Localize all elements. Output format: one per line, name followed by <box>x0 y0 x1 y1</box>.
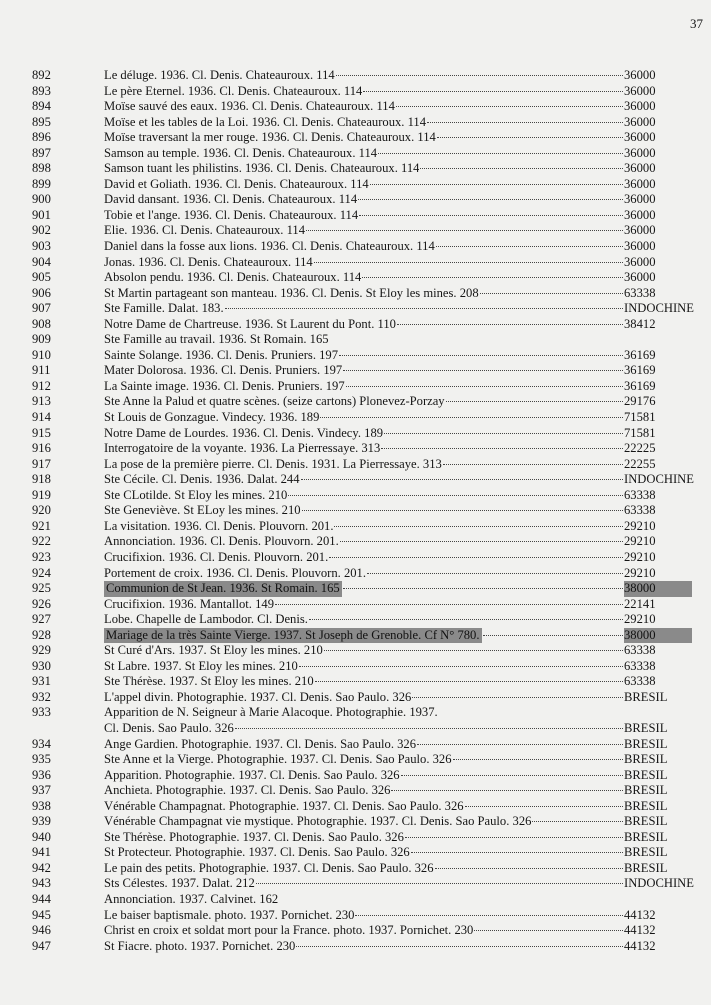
catalog-entry <box>32 519 692 535</box>
entry-code: BRESIL <box>624 783 668 798</box>
dot-leader <box>370 183 623 185</box>
catalog-entry <box>32 99 692 115</box>
dot-leader <box>381 447 623 449</box>
entry-code: 63338 <box>624 487 656 502</box>
catalog-entry <box>32 628 692 644</box>
entry-description: Notre Dame de Lourdes. 1936. Cl. Denis. Vindecy. 189 <box>104 425 384 440</box>
catalog-entry <box>32 286 692 302</box>
entry-description: Le père Eternel. 1936. Cl. Denis. Chateauroux. 114 <box>104 83 363 98</box>
dot-leader <box>339 354 623 356</box>
entry-description: Absolon pendu. 1936. Cl. Denis. Chateauroux. 114 <box>104 270 362 285</box>
entry-number: 934 <box>32 736 51 751</box>
dot-leader <box>417 743 623 745</box>
dot-leader <box>358 198 623 200</box>
catalog-entry <box>32 363 692 379</box>
entry-description: Ste Famille au travail. 1936. St Romain. 165 <box>104 332 329 347</box>
catalog-entry <box>32 597 692 613</box>
dot-leader <box>436 245 623 247</box>
catalog-entry <box>32 674 692 690</box>
catalog-entry <box>32 503 692 519</box>
catalog-entry <box>32 223 692 239</box>
dot-leader <box>391 789 623 791</box>
entry-code: BRESIL <box>624 829 668 844</box>
entry-code: BRESIL <box>624 689 668 704</box>
entry-number: 944 <box>32 891 51 906</box>
entry-code: BRESIL <box>624 752 668 767</box>
dot-leader <box>483 634 623 636</box>
catalog-entry <box>32 301 692 317</box>
entry-number: 936 <box>32 767 51 782</box>
entry-description: Annonciation. 1937. Calvinet. 162 <box>104 891 279 906</box>
entry-description: L'appel divin. Photographie. 1937. Cl. Denis. Sao Paulo. 326 <box>104 689 412 704</box>
entry-code: 36000 <box>624 223 656 238</box>
entry-number: 933 <box>32 705 51 720</box>
entry-description: Samson tuant les philistins. 1936. Cl. Denis. Chateauroux. 114 <box>104 161 420 176</box>
catalog-entry <box>32 643 692 659</box>
entry-code: 29210 <box>624 565 656 580</box>
entry-code: 36000 <box>624 161 656 176</box>
catalog-entry <box>32 472 692 488</box>
dot-leader <box>296 945 623 947</box>
entry-number: 931 <box>32 674 51 689</box>
entry-number: 930 <box>32 658 51 673</box>
entry-description: Vénérable Champagnat. Photographie. 1937. Cl. Denis. Sao Paulo. 326 <box>104 798 464 813</box>
entry-number: 941 <box>32 845 51 860</box>
entry-description: St Labre. 1937. St Eloy les mines. 210 <box>104 658 298 673</box>
entry-code: BRESIL <box>624 798 668 813</box>
entry-description: Crucifixion. 1936. Cl. Denis. Plouvorn. 201. <box>104 549 329 564</box>
catalog-entry <box>32 908 692 924</box>
dot-leader <box>397 323 623 325</box>
entry-number: 939 <box>32 814 51 829</box>
entry-code: INDOCHINE <box>624 301 694 316</box>
entry-code: 36169 <box>624 363 656 378</box>
entry-code: 63338 <box>624 674 656 689</box>
entry-description: Daniel dans la fosse aux lions. 1936. Cl. Denis. Chateauroux. 114 <box>104 239 435 254</box>
entry-code: BRESIL <box>624 767 668 782</box>
catalog-entry <box>32 130 692 146</box>
entry-description: Mariage de la très Sainte Vierge. 1937. St Joseph de Grenoble. Cf N° 780. <box>106 627 480 642</box>
entry-number: 915 <box>32 425 51 440</box>
entry-description: Ste Cécile. Cl. Denis. 1936. Dalat. 244 <box>104 472 300 487</box>
entry-description: Ste Thérèse. 1937. St Eloy les mines. 210 <box>104 674 314 689</box>
catalog-entry <box>32 659 692 675</box>
entry-description: Communion de St Jean. 1936. St Romain. 165 <box>106 581 340 596</box>
entry-number: 908 <box>32 316 51 331</box>
entry-number: 922 <box>32 534 51 549</box>
catalog-entry <box>32 768 692 784</box>
entry-code: 36169 <box>624 378 656 393</box>
dot-leader <box>302 509 623 511</box>
entry-number: 895 <box>32 114 51 129</box>
entry-code: BRESIL <box>624 720 668 735</box>
dot-leader <box>362 276 623 278</box>
entry-number: 911 <box>32 363 51 378</box>
entry-description: St Curé d'Ars. 1937. St Eloy les mines. 210 <box>104 643 323 658</box>
dot-leader <box>324 649 623 651</box>
entry-number: 904 <box>32 254 51 269</box>
entry-number: 935 <box>32 752 51 767</box>
dot-leader <box>235 727 623 729</box>
entry-description: Anchieta. Photographie. 1937. Cl. Denis. Sao Paulo. 326 <box>104 783 391 798</box>
entry-number: 905 <box>32 270 51 285</box>
catalog-entry <box>32 550 692 566</box>
dot-leader <box>396 105 623 107</box>
entry-number: 900 <box>32 192 51 207</box>
catalog-entry <box>32 348 692 364</box>
entry-number: 906 <box>32 285 51 300</box>
catalog-entry <box>32 161 692 177</box>
dot-leader <box>405 836 623 838</box>
entry-description: Crucifixion. 1936. Mantallot. 149 <box>104 596 274 611</box>
entry-code: 44132 <box>624 923 656 938</box>
entry-number: 945 <box>32 907 51 922</box>
catalog-entry <box>32 534 692 550</box>
entry-code: 22141 <box>624 596 656 611</box>
dot-leader <box>306 229 623 231</box>
entry-number: 912 <box>32 378 51 393</box>
catalog-entry <box>32 68 692 84</box>
entry-number: 940 <box>32 829 51 844</box>
entry-number: 923 <box>32 549 51 564</box>
entry-description: Samson au temple. 1936. Cl. Denis. Chateauroux. 114 <box>104 145 378 160</box>
entry-description: St Protecteur. Photographie. 1937. Cl. Denis. Sao Paulo. 326 <box>104 845 410 860</box>
entry-number: 937 <box>32 783 51 798</box>
entry-number: 901 <box>32 207 51 222</box>
entry-description: Apparition. Photographie. 1937. Cl. Denis. Sao Paulo. 326 <box>104 767 400 782</box>
entry-number: 929 <box>32 643 51 658</box>
dot-leader <box>378 152 623 154</box>
entry-description: Cl. Denis. Sao Paulo. 326 <box>104 720 234 735</box>
entry-description: Ste CLotilde. St Eloy les mines. 210 <box>104 487 288 502</box>
entry-number: 919 <box>32 487 51 502</box>
catalog-entry <box>32 814 692 830</box>
entry-code: 63338 <box>624 658 656 673</box>
catalog-entry <box>32 876 692 892</box>
entry-number: 943 <box>32 876 51 891</box>
dot-leader <box>256 882 623 884</box>
entry-description: Vénérable Champagnat vie mystique. Photographie. 1937. Cl. Denis. Sao Paulo. 326 <box>104 814 532 829</box>
entry-description: Christ en croix et soldat mort pour la France. photo. 1937. Pornichet. 230 <box>104 923 474 938</box>
entry-code: 29176 <box>624 394 656 409</box>
entry-code: 44132 <box>624 938 656 953</box>
catalog-entry <box>32 612 692 628</box>
catalog-entry <box>32 394 692 410</box>
catalog-entry <box>32 737 692 753</box>
entry-number: 924 <box>32 565 51 580</box>
entry-number: 926 <box>32 596 51 611</box>
entry-description: Ange Gardien. Photographie. 1937. Cl. Denis. Sao Paulo. 326 <box>104 736 417 751</box>
catalog-entry <box>32 488 692 504</box>
dot-leader <box>225 307 623 309</box>
entry-code: BRESIL <box>624 860 668 875</box>
entry-code: 36000 <box>624 254 656 269</box>
entry-code: BRESIL <box>624 814 668 829</box>
catalog-entry <box>32 146 692 162</box>
entry-number: 927 <box>32 612 51 627</box>
entry-description: Le déluge. 1936. Cl. Denis. Chateauroux. 114 <box>104 68 335 82</box>
entry-number: 902 <box>32 223 51 238</box>
entry-description: Lobe. Chapelle de Lambodor. Cl. Denis. <box>104 612 308 627</box>
catalog-entry <box>32 581 692 597</box>
dot-leader <box>329 556 623 558</box>
entry-code: 44132 <box>624 907 656 922</box>
entry-code: INDOCHINE <box>624 876 694 891</box>
entry-code: 29210 <box>624 518 656 533</box>
entry-description: Sts Célestes. 1937. Dalat. 212 <box>104 876 255 891</box>
catalog-entry <box>32 379 692 395</box>
catalog-entry <box>32 566 692 582</box>
catalog-entry <box>32 705 692 721</box>
entry-number: 914 <box>32 410 51 425</box>
entry-description: Tobie et l'ange. 1936. Cl. Denis. Chateauroux. 114 <box>104 207 359 222</box>
entry-code: 36000 <box>624 207 656 222</box>
catalog-entry <box>32 457 692 473</box>
dot-leader <box>367 572 623 574</box>
entry-code: 38412 <box>624 316 656 331</box>
dot-leader <box>336 74 623 76</box>
catalog-entry <box>32 115 692 131</box>
entry-number: 920 <box>32 503 51 518</box>
catalog-entry <box>32 84 692 100</box>
entry-description: St Martin partageant son manteau. 1936. Cl. Denis. St Eloy les mines. 208 <box>104 285 479 300</box>
entry-description: Ste Famille. Dalat. 183. <box>104 301 224 316</box>
entry-number: 903 <box>32 239 51 254</box>
entry-description: La pose de la première pierre. Cl. Denis. 1931. La Pierressaye. 313 <box>104 456 442 471</box>
entry-code: 29210 <box>624 549 656 564</box>
entry-code: 22225 <box>624 441 656 456</box>
entry-code: 38000 <box>624 581 692 597</box>
catalog-entry <box>32 426 692 442</box>
entry-number: 907 <box>32 301 51 316</box>
dot-leader <box>363 90 623 92</box>
entry-description: Interrogatoire de la voyante. 1936. La Pierressaye. 313 <box>104 441 381 456</box>
catalog-entry <box>32 845 692 861</box>
catalog-entry <box>32 441 692 457</box>
entry-number: 938 <box>32 798 51 813</box>
entry-code: 63338 <box>624 643 656 658</box>
entry-code: 71581 <box>624 410 656 425</box>
catalog-entry <box>32 317 692 333</box>
entry-description: Elie. 1936. Cl. Denis. Chateauroux. 114 <box>104 223 306 238</box>
catalog-entry <box>32 783 692 799</box>
catalog-entry <box>32 861 692 877</box>
entry-description: Ste Thérèse. Photographie. 1937. Cl. Denis. Sao Paulo. 326 <box>104 829 404 844</box>
entry-number: 942 <box>32 860 51 875</box>
entry-description: Ste Anne la Palud et quatre scènes. (seize cartons) Plonevez-Porzay <box>104 394 445 409</box>
entry-code: 36000 <box>624 176 656 191</box>
catalog-entry <box>32 799 692 815</box>
dot-leader <box>474 929 623 931</box>
entry-code: 36000 <box>624 192 656 207</box>
entry-description: La visitation. 1936. Cl. Denis. Plouvorn. 201. <box>104 518 334 533</box>
entry-code: 36000 <box>624 239 656 254</box>
dot-leader <box>412 696 623 698</box>
dot-leader <box>299 665 623 667</box>
catalog-entry <box>32 332 692 348</box>
entry-description: St Louis de Gonzague. Vindecy. 1936. 189 <box>104 410 320 425</box>
entry-number: 899 <box>32 176 51 191</box>
catalog-entry <box>32 239 692 255</box>
entry-code: 36000 <box>624 99 656 114</box>
dot-leader <box>315 680 623 682</box>
catalog-entry <box>32 177 692 193</box>
catalog-entry <box>32 892 692 908</box>
entry-number: 917 <box>32 456 51 471</box>
entry-description: Jonas. 1936. Cl. Denis. Chateauroux. 114 <box>104 254 313 269</box>
entry-number: 897 <box>32 145 51 160</box>
catalog-entry <box>32 690 692 706</box>
dot-leader <box>343 369 623 371</box>
entry-description: David et Goliath. 1936. Cl. Denis. Chateauroux. 114 <box>104 176 369 191</box>
entry-code: 63338 <box>624 503 656 518</box>
catalog-entry <box>32 939 692 955</box>
page-number: 37 <box>690 16 703 31</box>
dot-leader <box>346 385 623 387</box>
entry-description: La Sainte image. 1936. Cl. Denis. Pruniers. 197 <box>104 378 345 393</box>
entry-number: 947 <box>32 938 51 953</box>
entry-description: Le pain des petits. Photographie. 1937. Cl. Denis. Sao Paulo. 326 <box>104 860 434 875</box>
entry-code: 36000 <box>624 83 656 98</box>
catalog-entry <box>32 830 692 846</box>
entry-number: 921 <box>32 518 51 533</box>
dot-leader <box>427 121 623 123</box>
entry-number: 892 <box>32 68 51 82</box>
entry-code: 38000 <box>624 628 692 644</box>
dot-leader <box>355 914 623 916</box>
entry-description: Ste Anne et la Vierge. Photographie. 1937. Cl. Denis. Sao Paulo. 326 <box>104 752 452 767</box>
dot-leader <box>309 618 623 620</box>
entry-code: 36000 <box>624 145 656 160</box>
dot-leader <box>275 603 623 605</box>
dot-leader <box>480 292 623 294</box>
dot-leader <box>411 851 623 853</box>
entry-code: 71581 <box>624 425 656 440</box>
entry-code: 36000 <box>624 130 656 145</box>
dot-leader <box>301 478 623 480</box>
entry-code: 36169 <box>624 347 656 362</box>
entry-description: Moïse et les tables de la Loi. 1936. Cl. Denis. Chateauroux. 114 <box>104 114 427 129</box>
entry-code: 36000 <box>624 68 656 82</box>
dot-leader <box>288 494 623 496</box>
entry-code: INDOCHINE <box>624 472 694 487</box>
catalog-entry <box>32 410 692 426</box>
entry-code: 22255 <box>624 456 656 471</box>
catalog-entry <box>32 752 692 768</box>
dot-leader <box>401 774 623 776</box>
dot-leader <box>420 167 623 169</box>
entry-description: Ste Geneviève. St ELoy les mines. 210 <box>104 503 301 518</box>
dot-leader <box>435 867 623 869</box>
entry-code: 63338 <box>624 285 656 300</box>
dot-leader <box>314 261 623 263</box>
entry-description: Sainte Solange. 1936. Cl. Denis. Pruniers. 197 <box>104 347 339 362</box>
entry-description: Apparition de N. Seigneur à Marie Alacoque. Photographie. 1937. <box>104 705 438 720</box>
entry-code: 29210 <box>624 612 656 627</box>
entry-number: 909 <box>32 332 51 347</box>
dot-leader <box>340 540 623 542</box>
entry-number: 918 <box>32 472 51 487</box>
entry-description: David dansant. 1936. Cl. Denis. Chateauroux. 114 <box>104 192 358 207</box>
entry-code: 29210 <box>624 534 656 549</box>
catalog-entry <box>32 923 692 939</box>
dot-leader <box>437 136 623 138</box>
catalog-entry <box>32 721 692 737</box>
entry-number: 894 <box>32 99 51 114</box>
entry-description: Moïse sauvé des eaux. 1936. Cl. Denis. Chateauroux. 114 <box>104 99 395 114</box>
entry-description: Annonciation. 1936. Cl. Denis. Plouvorn. 201. <box>104 534 339 549</box>
catalog-entry <box>32 270 692 286</box>
entry-description: Le baiser baptismale. photo. 1937. Pornichet. 230 <box>104 907 355 922</box>
dot-leader <box>359 214 623 216</box>
entry-description: St Fiacre. photo. 1937. Pornichet. 230 <box>104 938 296 953</box>
entry-code: 36000 <box>624 270 656 285</box>
entry-code: 36000 <box>624 114 656 129</box>
entry-number: 910 <box>32 347 51 362</box>
entry-number: 946 <box>32 923 51 938</box>
entry-number: 932 <box>32 689 51 704</box>
catalog-entry-list <box>32 68 692 954</box>
dot-leader <box>532 820 623 822</box>
dot-leader <box>384 432 623 434</box>
entry-description: Moïse traversant la mer rouge. 1936. Cl. Denis. Chateauroux. 114 <box>104 130 436 145</box>
entry-number: 896 <box>32 130 51 145</box>
catalog-entry <box>32 208 692 224</box>
catalog-entry <box>32 255 692 271</box>
entry-description: Notre Dame de Chartreuse. 1936. St Laurent du Pont. 110 <box>104 316 396 331</box>
entry-number: 893 <box>32 83 51 98</box>
dot-leader <box>343 587 623 589</box>
entry-number: 928 <box>32 627 51 642</box>
dot-leader <box>446 400 623 402</box>
dot-leader <box>465 805 623 807</box>
dot-leader <box>320 416 623 418</box>
entry-description: Portement de croix. 1936. Cl. Denis. Plouvorn. 201. <box>104 565 366 580</box>
dot-leader <box>453 758 623 760</box>
catalog-entry <box>32 192 692 208</box>
dot-leader <box>443 463 623 465</box>
entry-number: 913 <box>32 394 51 409</box>
entry-code: BRESIL <box>624 845 668 860</box>
entry-number: 898 <box>32 161 51 176</box>
entry-description: Mater Dolorosa. 1936. Cl. Denis. Pruniers. 197 <box>104 363 343 378</box>
entry-code: BRESIL <box>624 736 668 751</box>
dot-leader <box>334 525 623 527</box>
entry-number: 925 <box>32 581 51 596</box>
entry-number: 916 <box>32 441 51 456</box>
